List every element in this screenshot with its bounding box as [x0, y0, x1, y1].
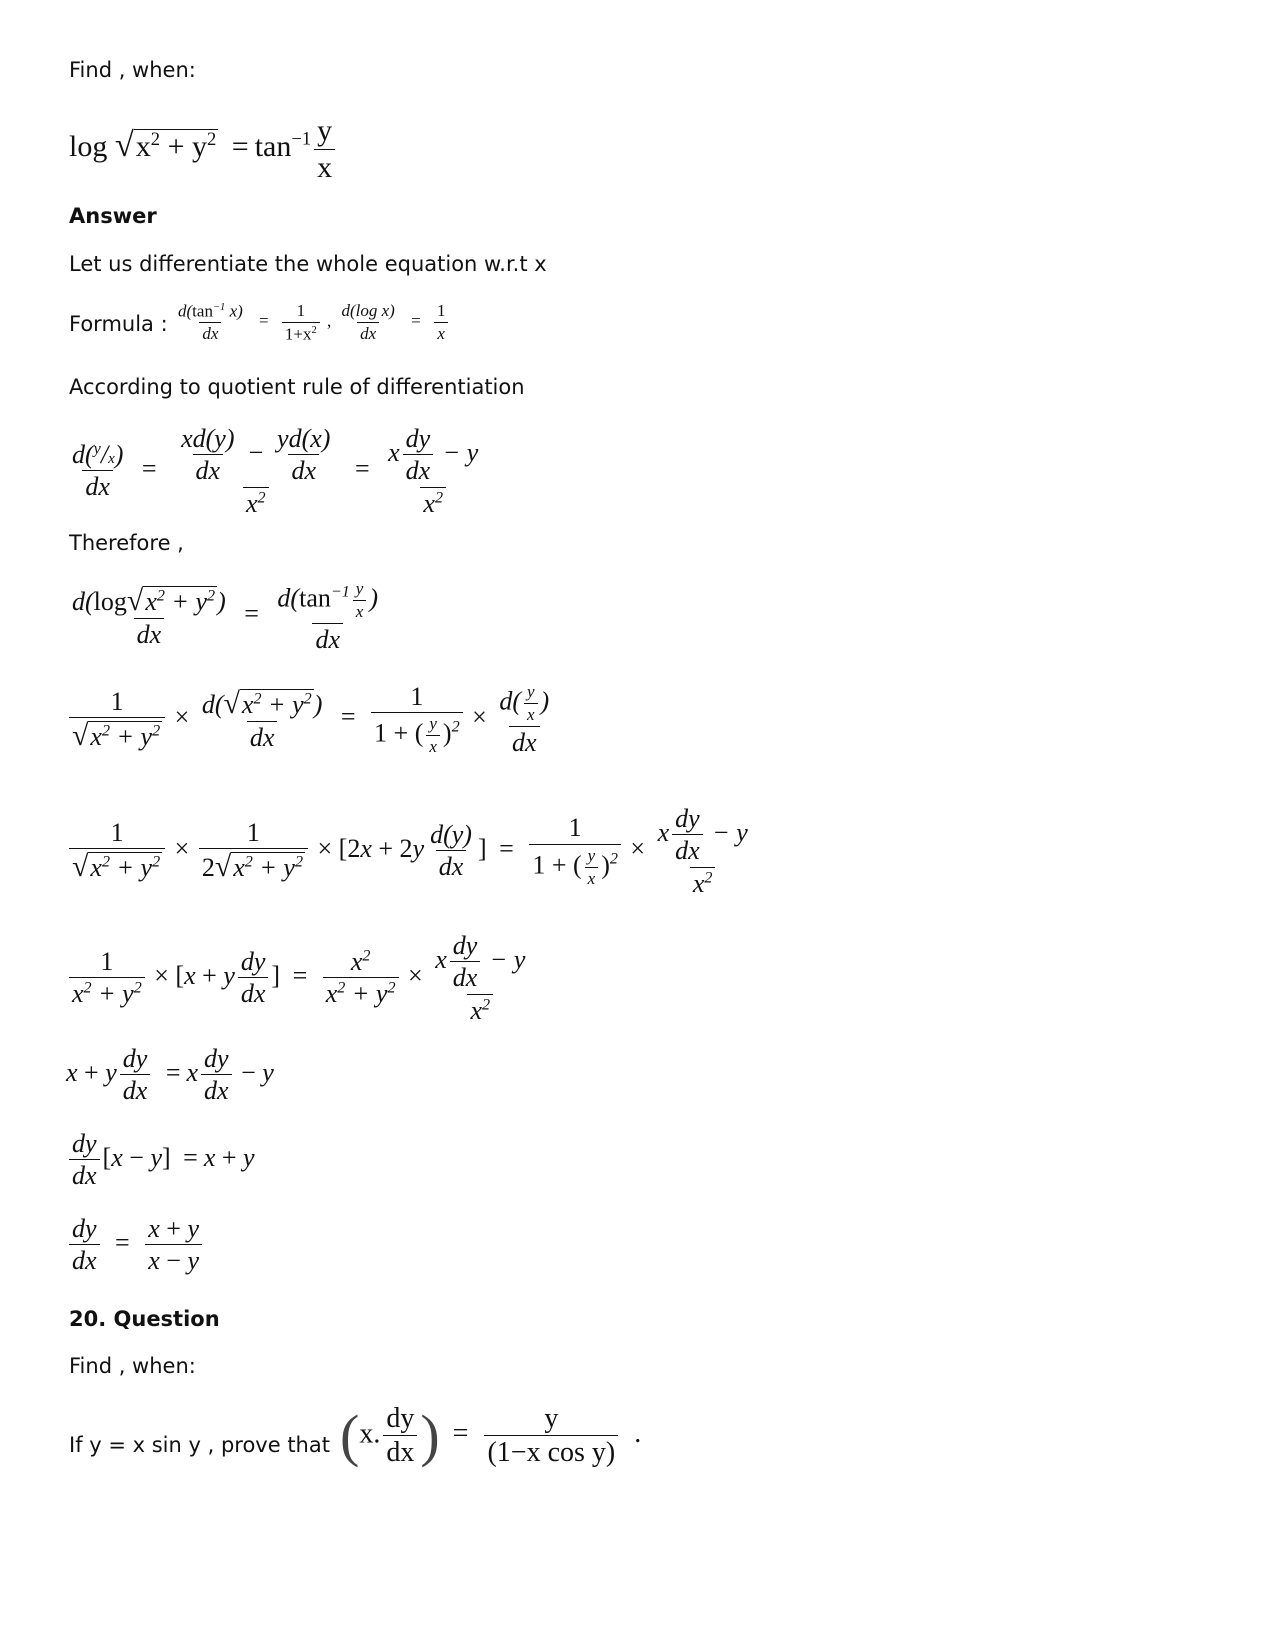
step-4-equation: $\frac{1}{x^2 + y^2}$ × [x + y $\frac{dy}{dx}$ ] = $\frac{x^2}{x^2 + y^2}$ × x $\frac{dy}{dx}$ − y $x^2$	[66, 932, 531, 1024]
step-3-equation: $\frac{1}{√x^2 + y^2}$ × $\frac{1}{2√x^2 + y^2}$ × [2x + 2y $\frac{d(y)}{dx}$ ] = 1 1 + ( $\frac{y}{x}$ )$^2$ × x $\frac{dy}{dx}$ − y $x^2$	[66, 805, 754, 897]
intro-text: Let us differentiate the whole equation w.r.t x	[69, 252, 547, 276]
question-20-statement: If y = x sin y , prove that	[69, 1433, 330, 1457]
question-20-heading: 20. Question	[69, 1307, 220, 1331]
formula-label: Formula :	[69, 312, 168, 336]
step-1-equation: $\frac{d(\log√x^2 + y^2)}{dx}$ = $d(\tan^{-1}$ $\frac{y}{x}$ ) dx	[72, 579, 379, 654]
question-prompt: Find , when:	[69, 58, 196, 82]
question-20-prompt: Find , when:	[69, 1354, 196, 1378]
therefore-text: Therefore ,	[69, 531, 184, 555]
quotient-rule-equation: $\frac{d(^y/x)}{dx}$ = $\frac{xd(y)}{dx}$ − $\frac{yd(x)}{dx}$ $x^2$ = x $\frac{dy}{dx}$ − y $x^2$	[72, 424, 479, 518]
quotient-rule-text: According to quotient rule of differentiation	[69, 375, 525, 399]
step-6-equation: $\frac{dy}{dx}$ [x − y] = x + y	[66, 1130, 255, 1190]
question-20-equation: (x. $\frac{dy}{dx}$ ) = $\frac{y}{\text{(1−x cos y)}}$ .	[340, 1402, 642, 1469]
answer-heading: Answer	[69, 204, 157, 228]
formula-equation: $\frac{d(\tan^{-1} x)}{dx}$ = $\frac{1}{1+x^2}$ , $\frac{\text{d(log x)}}{dx}$ = $\frac{1}{x}$	[172, 302, 451, 343]
result-equation: $\frac{dy}{dx}$ = $\frac{x + y}{x - y}$	[66, 1215, 205, 1275]
step-5-equation: x + y $\frac{dy}{dx}$ = x $\frac{dy}{dx}$ − y	[66, 1044, 274, 1106]
step-2-equation: $\frac{1}{√x^2 + y^2}$ × $\frac{d(√x^2 + y^2)}{dx}$ = 1 1 + ( $\frac{y}{x}$ )$^2$ × d( $\frac{y}{x}$ ) dx	[66, 683, 555, 756]
given-equation: $\log √x^2 + y^2 = \tan^{-1}$ $\frac{y}{x}$	[69, 115, 338, 183]
